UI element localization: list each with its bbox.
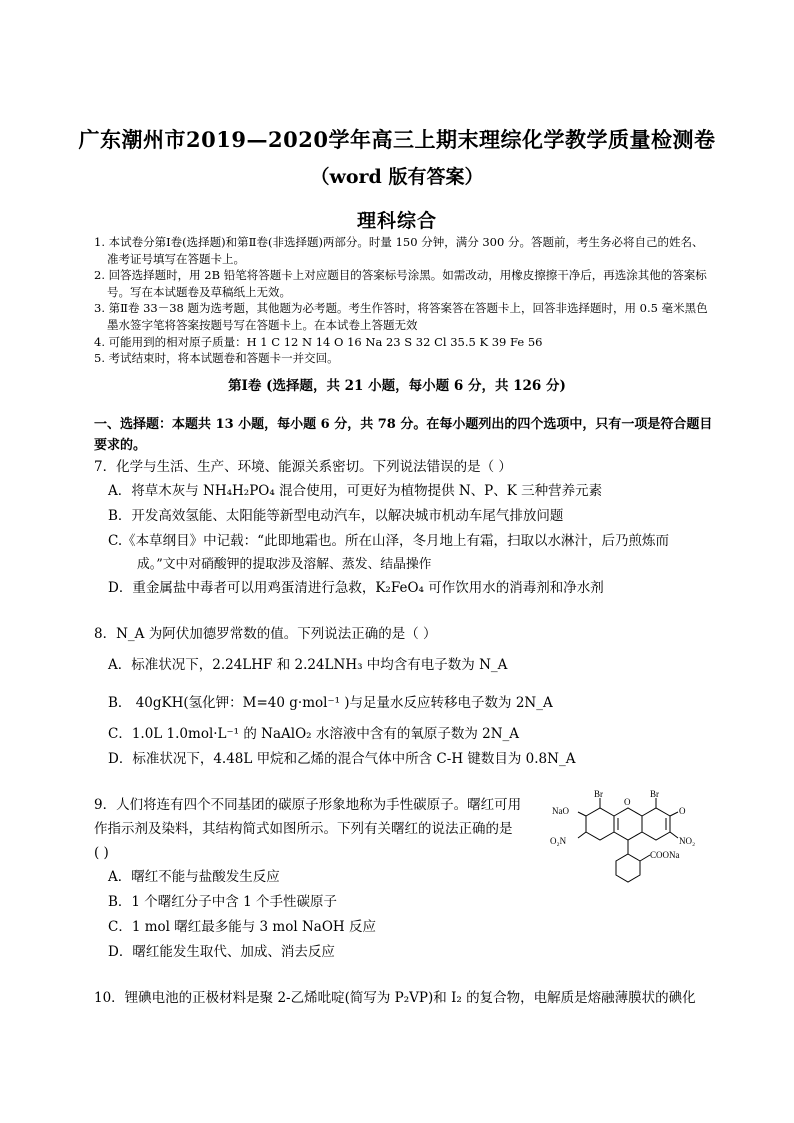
option-b: B． 40gKH(氢化钾：M=40 g·mol⁻¹ )与足量水反应转移电子数为 2N_A — [108, 695, 553, 711]
question-10 — [94, 986, 724, 1010]
option-c: C．1.0L 1.0mol·L⁻¹ 的 NaAlO₂ 水溶液中含有的氧原子数为 2N_A — [108, 726, 520, 742]
option-c: C.《本草纲目》中记载：“此即地霜也。所在山泽，冬月地上有霜，扫取以水淋汁，后乃煎炼而 — [108, 533, 670, 549]
exam-subtitle: （word 版有答案） — [310, 166, 484, 188]
subject-heading: 理科综合 — [356, 210, 437, 232]
option-d: D．重金属盐中毒者可以用鸡蛋清进行急救，K₂FeO₄ 可作饮用水的消毒剂和净水剂 — [108, 580, 604, 596]
coona-label: COONa — [650, 850, 680, 860]
eosin-structure-diagram — [544, 788, 714, 893]
br-label-right: Br — [650, 789, 659, 799]
option-c-continued: 成。”文中对硝酸钾的提取涉及溶解、蒸发、结晶操作 — [137, 557, 432, 572]
option-d: D．标准状况下，4.48L 甲烷和乙烯的混合气体中所含 C-H 键数目为 0.8N_A — [108, 751, 576, 767]
o2n-label: O₂N — [550, 836, 567, 846]
br-label-left: Br — [594, 789, 603, 799]
option-a: A．曙红不能与盐酸发生反应 — [108, 869, 280, 885]
ring-o-label: O — [624, 797, 631, 807]
instruction-3: 3. 第Ⅱ卷 33－38 题为选考题，其他题为必考题。考生作答时，将答案答在答题卡上，回答非选择题时，用 0.5 毫米黑色墨水签字笔将答案按题号写在答题卡上。在本试卷上答题无效 — [94, 301, 708, 332]
instruction-2: 2. 回答选择题时，用 2B 铅笔将答题卡上对应题目的答案标号涂黑。如需改动，用橡皮擦擦干净后，再选涂其他的答案标号。写在本试题卷及草稿纸上无效。 — [94, 268, 707, 299]
option-a: A．将草木灰与 NH₄H₂PO₄ 混合使用，可更好为植物提供 N、P、K 三种营养元素 — [108, 483, 603, 499]
instruction-5: 5. 考试结束时，将本试题卷和答题卡一并交回。 — [94, 351, 339, 366]
instructions — [94, 234, 714, 367]
question-7 — [94, 455, 724, 601]
no2-label: NO₂ — [679, 836, 696, 846]
question-stem: 10．锂碘电池的正极材料是聚 2-乙烯吡啶(简写为 P₂VP)和 I₂ 的复合物，电解质是熔融薄膜状的碘化 — [94, 990, 696, 1006]
exam-title: 广东潮州市2019—2020学年高三上期末理综化学教学质量检测卷 — [78, 127, 716, 152]
instruction-1: 1. 本试卷分第Ⅰ卷(选择题)和第Ⅱ卷(非选择题)两部分。时量 150 分钟，满分 300 分。答题前，考生务必将自己的姓名、准考证号填写在答题卡上。 — [94, 235, 704, 266]
nao-label: NaO — [552, 806, 569, 816]
question-8 — [94, 622, 724, 772]
option-a: A．标准状况下，2.24LHF 和 2.24LNH₃ 中均含有电子数为 N_A — [108, 657, 508, 673]
option-b: B．开发高效氢能、太阳能等新型电动汽车，以解决城市机动车尾气排放问题 — [108, 508, 564, 524]
instruction-4: 4. 可能用到的相对原子质量：H 1 C 12 N 14 O 16 Na 23 S 32 Cl 35.5 K 39 Fe 56 — [94, 334, 543, 349]
question-stem-line-3: ( ) — [94, 845, 109, 861]
keto-o-label: O — [679, 806, 686, 816]
question-stem: 7．化学与生活、生产、环境、能源关系密切。下列说法错误的是（ ） — [94, 459, 512, 475]
option-b: B．1 个曙红分子中含 1 个手性碳原子 — [108, 894, 337, 910]
question-stem: 8．N_A 为阿伏加德罗常数的值。下列说法正确的是（ ） — [94, 626, 437, 642]
question-stem-line-1: 9．人们将连有四个不同基团的碳原子形象地称为手性碳原子。曙红可用 — [94, 797, 522, 813]
question-stem-line-2: 作指示剂及染料，其结构简式如图所示。下列有关曙红的说法正确的是 — [94, 821, 513, 837]
section-heading: 第Ⅰ卷 (选择题，共 21 小题，每小题 6 分，共 126 分) — [228, 378, 566, 394]
option-d: D．曙红能发生取代、加成、消去反应 — [108, 944, 335, 960]
option-c: C．1 mol 曙红最多能与 3 mol NaOH 反应 — [108, 919, 376, 935]
question-9 — [94, 793, 544, 965]
part-heading: 一、选择题：本题共 13 小题，每小题 6 分，共 78 分。在每小题列出的四个选项中，只有一项是符合题目要求的。 — [94, 417, 713, 453]
